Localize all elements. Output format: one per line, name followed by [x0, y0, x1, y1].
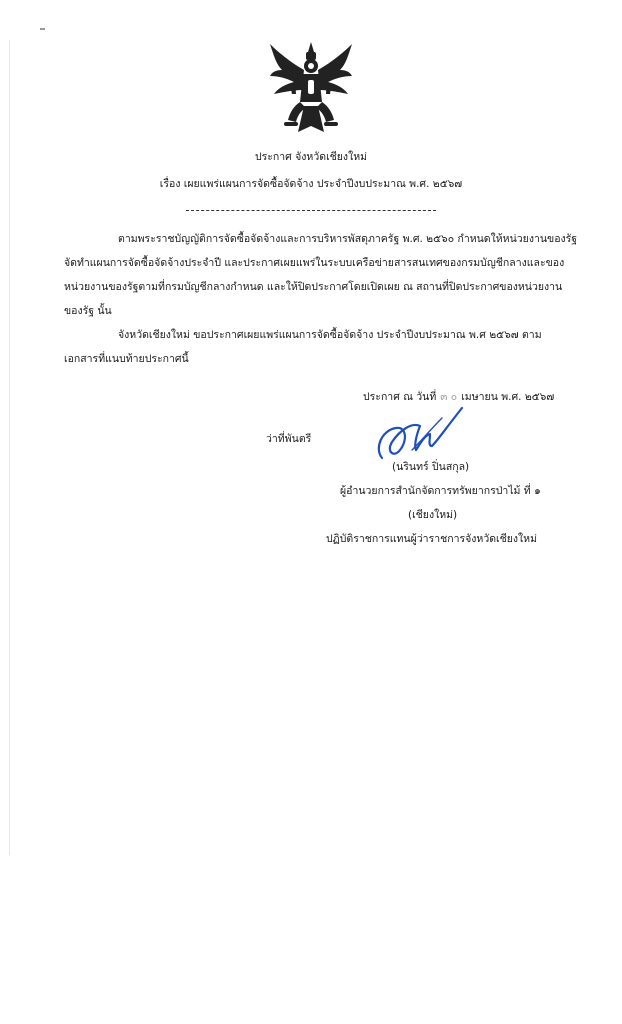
paragraph-2-line-2: เอกสารที่แนบท้ายประกาศนี้	[64, 353, 189, 365]
paragraph-1-line-1: ตามพระราชบัญญัติการจัดซื้อจัดจ้างและการบริหารพัสดุภาครัฐ พ.ศ. ๒๕๖๐ กำหนดให้หน่วยงานของรัฐ	[118, 233, 578, 245]
garuda-emblem-icon	[268, 40, 354, 136]
signer-position-3: ปฏิบัติราชการแทนผู้ว่าราชการจังหวัดเชียงใหม่	[326, 533, 537, 545]
separator-dashes	[186, 210, 436, 211]
date-day-stamp: ๓ ๐	[440, 391, 458, 403]
scan-mark	[40, 28, 45, 30]
announcement-title: ประกาศ จังหวัดเชียงใหม่	[254, 151, 368, 163]
date-prefix: ประกาศ ณ วันที่	[363, 391, 437, 403]
approver-rank: ว่าที่พันตรี	[266, 433, 312, 445]
paragraph-1-line-4: ของรัฐ นั้น	[64, 305, 112, 317]
announcement-subject: เรื่อง เผยแพร่แผนการจัดซื้อจัดจ้าง ประจำปีงบประมาณ พ.ศ. ๒๕๖๗	[159, 178, 463, 190]
signature-scribble	[372, 400, 468, 464]
date-month-year: เมษายน พ.ศ. ๒๕๖๗	[461, 391, 555, 403]
signer-position-1: ผู้อำนวยการสำนักจัดการทรัพยากรป่าไม้ ที่ ๑	[340, 485, 541, 497]
signer-position-2: (เชียงใหม่)	[408, 509, 458, 521]
paragraph-2-line-1: จังหวัดเชียงใหม่ ขอประกาศเผยแพร่แผนการจัดซื้อจัดจ้าง ประจำปีงบประมาณ พ.ศ ๒๕๖๗ ตาม	[118, 329, 542, 341]
signer-name: (นรินทร์ ปิ่นสกุล)	[392, 461, 470, 473]
paragraph-1-line-3: หน่วยงานของรัฐตามที่กรมบัญชีกลางกำหนด และให้ปิดประกาศโดยเปิดเผย ณ สถานที่ปิดประกาศของหน่วยงาน	[64, 281, 563, 293]
paragraph-1-line-2: จัดทำแผนการจัดซื้อจัดจ้างประจำปี และประกาศเผยแพร่ในระบบเครือข่ายสารสนเทศของกรมบัญชีกลางและของ	[64, 257, 565, 269]
